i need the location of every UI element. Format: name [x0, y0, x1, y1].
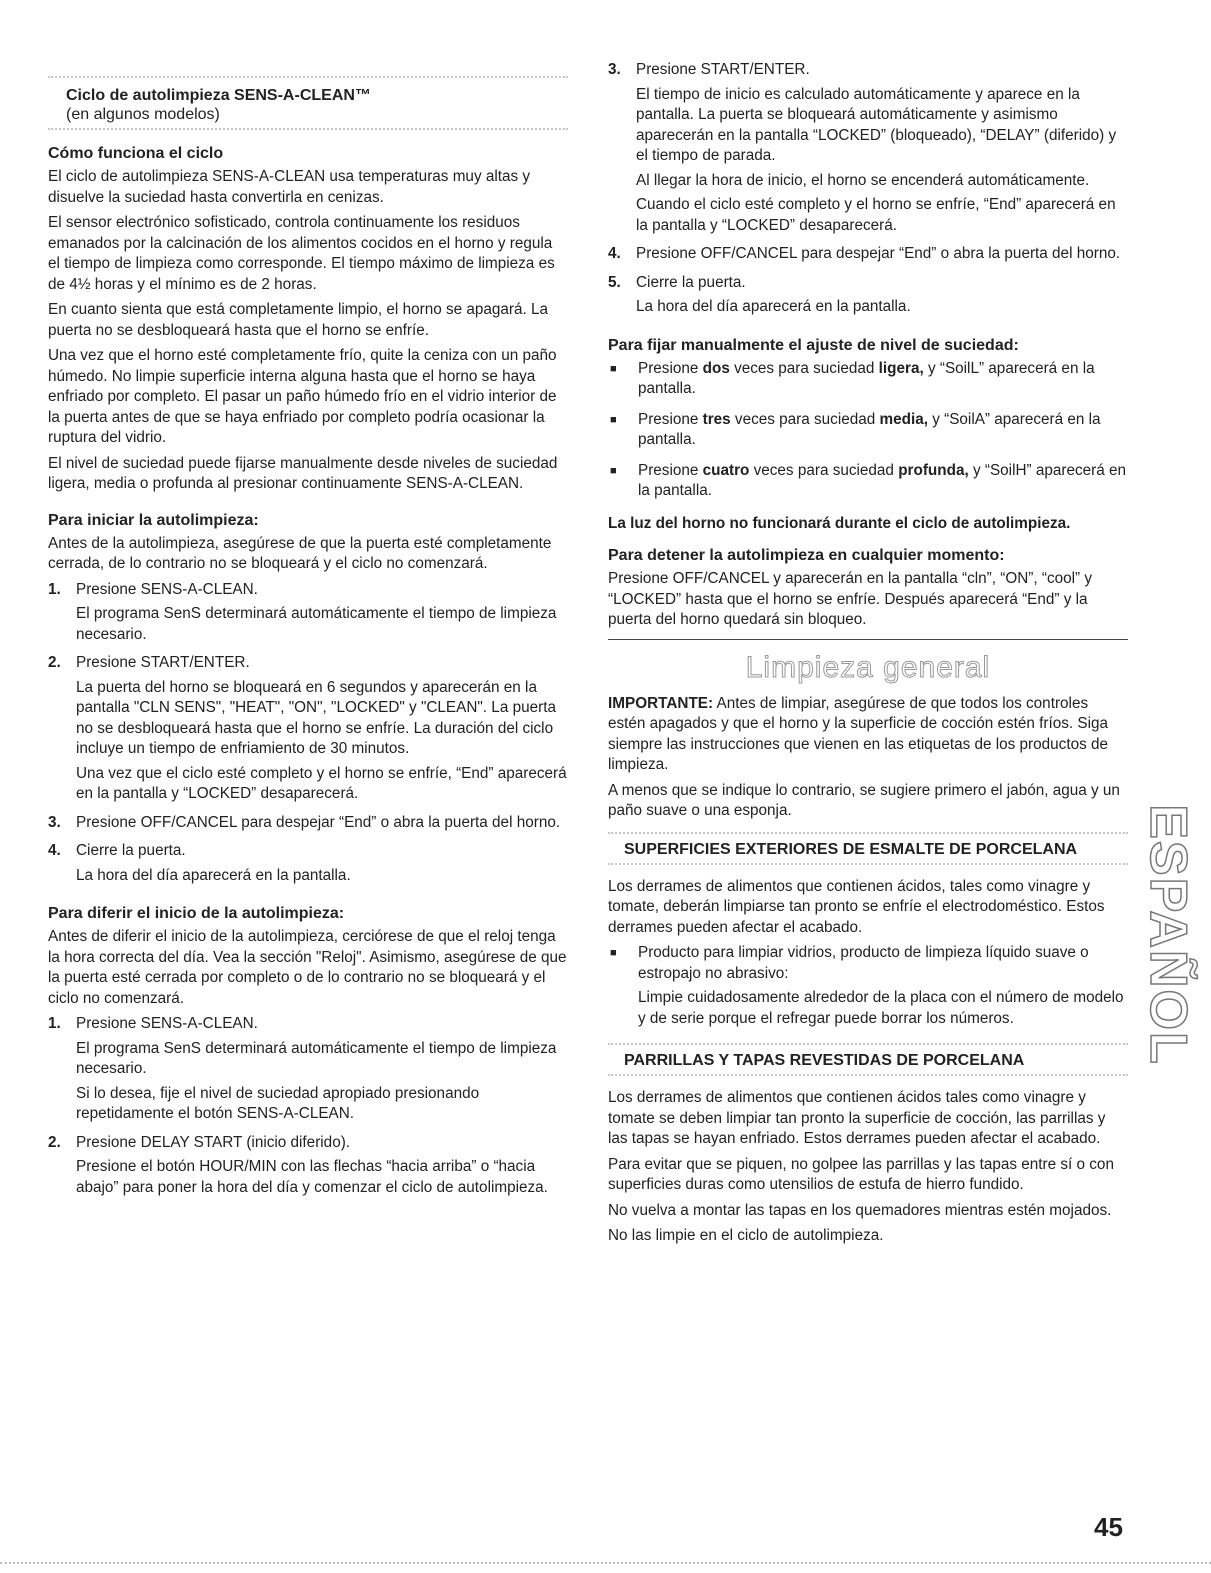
- soil-level-bullet: ■ Presione cuatro veces para suciedad profunda, y “SoilH” aparecerá en la pantalla.: [608, 461, 1128, 506]
- step-number: 4.: [48, 842, 61, 859]
- start-step: [48, 580, 568, 650]
- step-line: Si lo desea, fije el nivel de suciedad apropiado presionando repetidamente el botón SENS-A-CLEAN.: [76, 1084, 480, 1122]
- start-heading: Para iniciar la autolimpieza:: [48, 511, 259, 529]
- step-number: 1.: [48, 1015, 61, 1032]
- enamel-bullet: [608, 943, 1128, 1033]
- step-line: Al llegar la hora de inicio, el horno se encenderá automáticamente.: [636, 171, 1090, 189]
- how-paragraph: Una vez que el horno esté completamente frío, quite la ceniza con un paño húmedo. No limpie superficie interna alguna hasta que el horno se haya enfriado por completo. El pasar un paño húmedo frío en el vidrio interior de la puerta antes de que se haya enfriado por completo podría ocasionar la ruptura del vidrio.: [48, 347, 557, 446]
- step-line: Una vez que el ciclo esté completo y el horno se enfríe, “End” aparecerá en la pantalla y “LOCKED” desaparecerá.: [76, 764, 567, 802]
- square-bullet-icon: ■: [610, 413, 617, 426]
- step-number: 3.: [608, 61, 621, 78]
- how-paragraph: El nivel de suciedad puede fijarse manualmente desde niveles de suciedad ligera, media o profunda al presionar continuamente SENS-A-CLEAN.: [48, 454, 558, 492]
- start-step: [48, 653, 568, 809]
- step-line: El programa SenS determinará automáticamente el tiempo de limpieza necesario.: [76, 605, 557, 643]
- step-line: Presione OFF/CANCEL para despejar “End” o abra la puerta del horno.: [636, 245, 1121, 262]
- grates-heading: PARRILLAS Y TAPAS REVESTIDAS DE PORCELANA: [624, 1052, 1025, 1069]
- grates-section-heading: [608, 1043, 1128, 1076]
- enamel-text: Los derrames de alimentos que contienen ácidos, tales como vinagre y tomate, deberán limpiarse tan pronto se enfríe el electrodoméstico. Estos derrames pueden afectar el acabado.: [608, 877, 1105, 936]
- step-line: Cierre la puerta.: [76, 842, 186, 859]
- self-clean-box-heading: [48, 86, 568, 130]
- step-line: Presione START/ENTER.: [636, 61, 810, 78]
- language-label: ESPAÑOL: [1139, 804, 1198, 1066]
- how-paragraph: El sensor electrónico sofisticado, controla continuamente los residuos emanados por la calcinación de los alimentos cocidos en el horno y regula el tiempo de limpieza como corresponde. El tiempo máximo de limpieza es de 4½ horas y el mínimo es de 2 horas.: [48, 214, 555, 293]
- delay-step: [48, 1014, 568, 1129]
- box-subtitle: (en algunos modelos): [66, 106, 220, 123]
- step-number: 2.: [48, 654, 61, 671]
- section-divider: [608, 639, 1128, 640]
- page-number: 45: [1094, 1512, 1123, 1542]
- soil-level-bullet: ■ Presione tres veces para suciedad media, y “SoilA” aparecerá en la pantalla.: [608, 410, 1128, 455]
- soap-note: A menos que se indique lo contrario, se sugiere primero el jabón, agua y un paño suave o una esponja.: [608, 781, 1120, 819]
- step-line: El tiempo de inicio es calculado automáticamente y aparece en la pantalla. La puerta se bloqueará automáticamente y asimismo aparecerán en la pantalla “LOCKED” (bloqueado), “DELAY” (diferido) y el tiempo de parada.: [636, 85, 1117, 164]
- step-line: El programa SenS determinará automáticamente el tiempo de limpieza necesario.: [76, 1039, 557, 1077]
- soil-level-bullet: ■ Presione dos veces para suciedad ligera, y “SoilL” aparecerá en la pantalla.: [608, 359, 1128, 404]
- step-line: Presione SENS-A-CLEAN.: [76, 580, 258, 598]
- step-number: 3.: [48, 813, 61, 831]
- enamel-bullet-note: Limpie cuidadosamente alrededor de la placa con el número de modelo y de serie porque el refregar puede borrar los números.: [638, 989, 1124, 1027]
- step-line: La hora del día aparecerá en la pantalla.: [76, 866, 351, 884]
- step-line: Presione OFF/CANCEL para despejar “End” o abra la puerta del horno.: [76, 813, 561, 831]
- square-bullet-icon: ■: [610, 464, 617, 477]
- step-line: Cierre la puerta.: [636, 273, 746, 291]
- step-line: Presione SENS-A-CLEAN.: [76, 1015, 258, 1032]
- box-title: Ciclo de autolimpieza SENS-A-CLEAN™: [66, 87, 371, 104]
- delay-step: [608, 244, 1128, 269]
- grates-paragraph: Los derrames de alimentos que contienen ácidos tales como vinagre y tomate se deben limpiar tan pronto la superficie de cocción, las parrillas y las tapas se hayan enfriado. Estos derrames pueden afectar el acabado.: [608, 1089, 1106, 1147]
- step-number: 1.: [48, 580, 61, 598]
- start-step: [48, 841, 568, 890]
- step-line: La puerta del horno se bloqueará en 6 segundos y aparecerán en la pantalla "CLN SENS", "HEAT", "ON", "LOCKED" y "CLEAN". La puerta no se desbloqueará hasta que el horno se enfríe. La duración del ciclo incluye un tiempo de enfriamiento de 30 minutos.: [76, 678, 556, 757]
- important-note: IMPORTANTE: Antes de limpiar, asegúrese de que todos los controles estén apagados y que el horno y la superficie de cocción estén fríos. Siga siempre las instrucciones que vienen en las etiquetas de los productos de limpieza.: [608, 694, 1109, 773]
- dotted-rule: [48, 60, 568, 78]
- delay-intro: Antes de diferir el inicio de la autolimpieza, cerciórese de que el reloj tenga la hora correcta del día. Vea la sección "Reloj". Asimismo, asegúrese de que la puerta esté cerrada por completo o de lo contrario no se bloqueará y el ciclo no comenzará.: [48, 928, 567, 1007]
- step-line: Presione el botón HOUR/MIN con las flechas “hacia arriba” o “hacia abajo” para poner la hora del día y comenzar el ciclo de autolimpieza.: [76, 1158, 548, 1196]
- enamel-bullet-text: Producto para limpiar vidrios, producto de limpieza líquido suave o estropajo no abrasivo:: [638, 944, 1089, 982]
- delay-step: [608, 60, 1128, 240]
- language-side-tab: [1139, 800, 1198, 1070]
- right-column: [608, 60, 1128, 1252]
- square-bullet-icon: ■: [610, 362, 617, 375]
- delay-step: [608, 273, 1128, 322]
- step-number: 4.: [608, 245, 621, 262]
- general-cleaning-heading: Limpieza general: [745, 650, 991, 684]
- grates-paragraph: Para evitar que se piquen, no golpee las parrillas y las tapas entre sí o con superficies duras como utensilios de estufa de hierro fundido.: [608, 1155, 1114, 1193]
- stop-text: Presione OFF/CANCEL y aparecerán en la pantalla “cln”, “ON”, “cool” y “LOCKED” hasta que el horno se enfríe. Después aparecerá “End” y la puerta del horno quedará sin bloqueo.: [608, 570, 1093, 628]
- enamel-heading: SUPERFICIES EXTERIORES DE ESMALTE DE PORCELANA: [624, 840, 1078, 858]
- step-number: 2.: [48, 1133, 61, 1151]
- step-line: La hora del día aparecerá en la pantalla.: [636, 298, 911, 315]
- grates-paragraph: No las limpie en el ciclo de autolimpieza.: [608, 1227, 884, 1244]
- manual-soil-heading: Para fijar manualmente el ajuste de nivel de suciedad:: [608, 336, 1019, 354]
- oven-light-warning: La luz del horno no funcionará durante el ciclo de autolimpieza.: [608, 514, 1071, 532]
- step-line: Presione DELAY START (inicio diferido).: [76, 1133, 351, 1151]
- how-heading: Cómo funciona el ciclo: [48, 145, 224, 162]
- how-paragraph: El ciclo de autolimpieza SENS-A-CLEAN usa temperaturas muy altas y disuelve la suciedad hasta convertirla en cenizas.: [48, 168, 531, 206]
- bottom-dotted-edge: [0, 1562, 1211, 1564]
- left-column: [48, 60, 568, 1206]
- grates-paragraph: No vuelva a montar las tapas en los quemadores mientras estén mojados.: [608, 1201, 1112, 1219]
- enamel-section-heading: [608, 832, 1128, 865]
- delay-heading: Para diferir el inicio de la autolimpieza:: [48, 905, 345, 922]
- step-number: 5.: [608, 273, 621, 291]
- stop-heading: Para detener la autolimpieza en cualquier momento:: [608, 547, 1005, 564]
- start-step: [48, 813, 568, 838]
- step-line: Cuando el ciclo esté completo y el horno se enfríe, “End” aparecerá en la pantalla y “LOCKED” desaparecerá.: [636, 196, 1116, 234]
- start-intro: Antes de la autolimpieza, asegúrese de que la puerta esté completamente cerrada, de lo contrario no se bloqueará y el ciclo no comenzará.: [48, 534, 552, 572]
- delay-step: [48, 1133, 568, 1203]
- square-bullet-icon: ■: [610, 947, 617, 959]
- step-line: Presione START/ENTER.: [76, 654, 250, 671]
- how-paragraph: En cuanto sienta que está completamente limpio, el horno se apagará. La puerta no se desbloqueará hasta que el horno se enfríe.: [48, 301, 549, 339]
